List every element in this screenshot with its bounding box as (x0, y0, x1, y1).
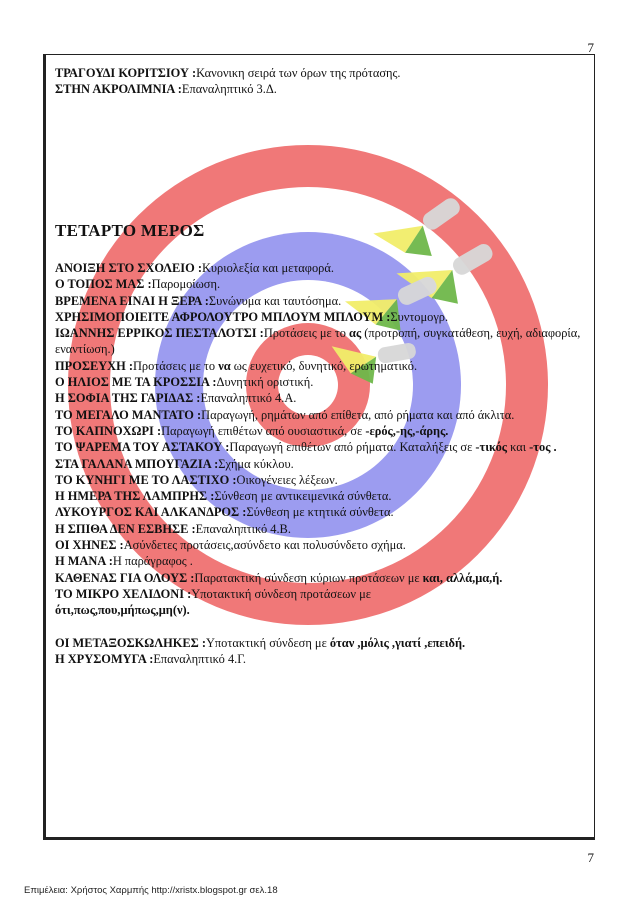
list-item: Ο ΗΛΙΟΣ ΜΕ ΤΑ ΚΡΟΣΣΙΑ :Δυνητική οριστική. (55, 375, 314, 390)
list-item: ΟΙ ΜΕΤΑΞΟΣΚΩΛΗΚΕΣ :Υποτακτική σύνδεση με όταν ,μόλις ,γιατί ,επειδή. (55, 635, 466, 650)
list-item: Η ΗΜΕΡΑ ΤΗΣ ΛΑΜΠΡΗΣ :Σύνθεση με αντικειμενικά σύνθετα. (55, 489, 392, 504)
top-lines (55, 65, 586, 98)
list-item: ΟΙ ΧΗΝΕΣ :Ασύνδετες προτάσεις,ασύνδετο και πολυσύνδετο σχήμα. (55, 538, 406, 553)
list-item: ΤΟ ΨΑΡΕΜΑ ΤΟΥ ΑΣΤΑΚΟΥ :Παραγωγή επιθέτων από ρήματα. Καταλήξεις σε -τικός και -τος . (55, 440, 557, 455)
list-item: Η ΣΟΦΙΑ ΤΗΣ ΓΑΡΙΔΑΣ :Επαναληπτικό 4.Α. (55, 391, 297, 406)
list-item: ΤΡΑΓΟΥΔΙ ΚΟΡΙΤΣΙΟΥ :Κανονικη σειρά των όρων της πρότασης. (55, 66, 401, 80)
list-item: ΣΤΗΝ ΑΚΡΟΛΙΜΝΙΑ :Επαναληπτικό 3.Δ. (55, 82, 277, 97)
list-item: ΙΩΑΝΝΗΣ ΕΡΡΙΚΟΣ ΠΕΣΤΑΛΟΤΣΙ :Προτάσεις με το ας (προτροπή, συγκατάθεση, ευχή, αδιαφορία, εναντίωση.) (55, 326, 581, 357)
list-item: Ο ΤΟΠΟΣ ΜΑΣ :Παρομοίωση. (55, 277, 221, 292)
content-frame (43, 54, 595, 840)
list-item: Η ΣΠΙΘΑ ΔΕΝ ΕΣΒΗΣΕ :Επαναληπτικό 4.Β. (55, 521, 291, 536)
list-item: ΤΟ ΜΕΓΑΛΟ ΜΑΝΤΑΤΟ :Παραγωγή, ρημάτων από επίθετα, από ρήματα και από άκλιτα. (55, 407, 515, 422)
list-item: ΑΝΟΙΞΗ ΣΤΟ ΣΧΟΛΕΙΟ :Κυριολεξία και μεταφορά. (55, 261, 334, 275)
list-item: ΧΡΗΣΙΜΟΠΟΙΕΙΤΕ ΑΦΡΟΛΟΥΤΡΟ ΜΠΛΟΥΜ ΜΠΛΟΥΜ :Συντομογρ. (55, 309, 449, 324)
page-number-top: 7 (587, 40, 594, 55)
list-item: ΣΤΑ ΓΑΛΑΝΑ ΜΠΟΥΓΑΖΙΑ :Σχήμα κύκλου. (55, 456, 294, 471)
list-item: ΤΟ ΚΑΠΝΟΧΩΡΙ :Παραγωγή επιθέτων από ουσιαστικά, σε -ερός,-ης,-άρης. (55, 423, 449, 438)
list-item: ΠΡΟΣΕΥΧΗ :Προτάσεις με το να ως ευχετικό, δυνητικό, ερωτηματικό. (55, 358, 418, 373)
list-item: ΛΥΚΟΥΡΓΟΣ ΚΑΙ ΑΛΚΑΝΔΡΟΣ :Σύνθεση με κτητικά σύνθετα. (55, 505, 394, 520)
page-number-bottom: 7 (587, 850, 594, 865)
list-item: Η ΜΑΝΑ :Η παράγραφος . (55, 554, 193, 569)
section-heading: ΤΕΤΑΡΤΟ ΜΕΡΟΣ (55, 221, 205, 240)
list-item: Η ΧΡΥΣΟΜΥΓΑ :Επαναληπτικό 4.Γ. (55, 651, 247, 666)
list-item: ΚΑΘΕΝΑΣ ΓΙΑ ΟΛΟΥΣ :Παρατακτική σύνδεση κύριων προτάσεων με και, αλλά,μα,ή. (55, 570, 503, 585)
list-item: ΤΟ ΜΙΚΡΟ ΧΕΛΙΔΟΝΙ :Υποτακτική σύνδεση προτάσεων με ότι,πως,που,μήπως,μη(ν). (55, 586, 371, 618)
footer-credit: Επιμέλεια: Χρήστος Χαρμπής http://xristx.blogspot.gr σελ.18 (24, 885, 278, 896)
section-four-list (55, 260, 586, 667)
list-item: ΒΡΕΜΕΝΑ ΕΙΝΑΙ Η ΞΕΡΑ :Συνώνυμα και ταυτόσημα. (55, 293, 342, 308)
list-item: ΤΟ ΚΥΝΗΓΙ ΜΕ ΤΟ ΛΑΣΤΙΧΟ :Οικογένειες λέξεων. (55, 472, 338, 487)
